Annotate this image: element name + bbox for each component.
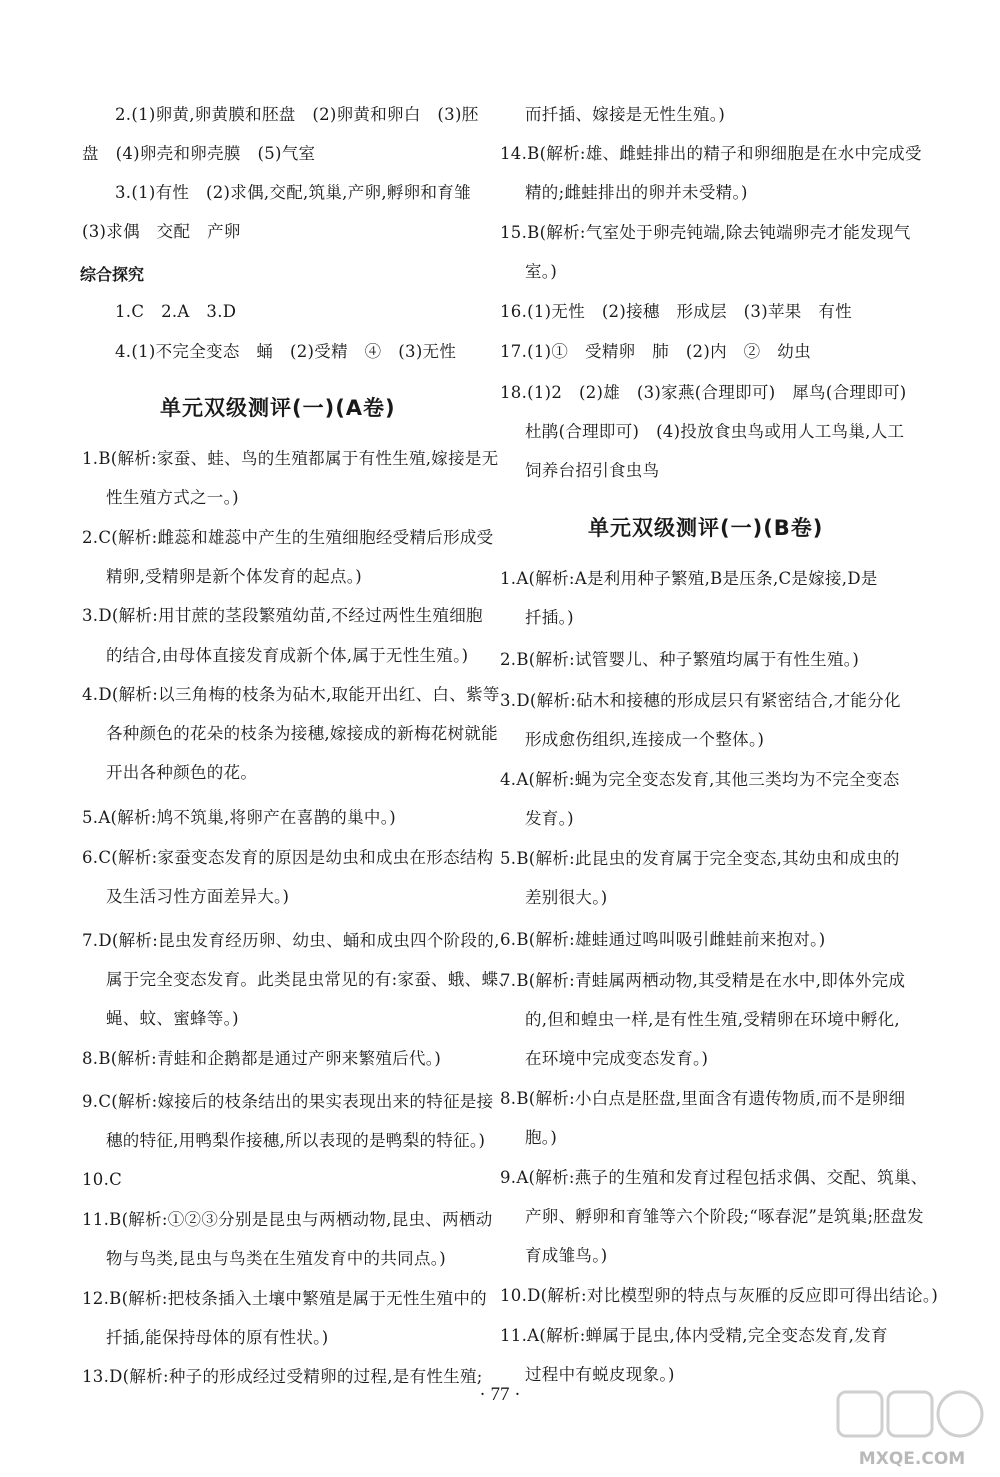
answer-line: 2.(1)卵黄,卵黄膜和胚盘 (2)卵黄和卵白 (3)胚 [115,105,479,124]
answer-line: 10.C [82,1170,123,1189]
answer-line: 精的;雌蛙排出的卵并未受精。) [525,183,748,202]
answer-line: 蝇、蚊、蜜蜂等。) [106,1009,239,1028]
answer-line: 各种颜色的花朵的枝条为接穗,嫁接成的新梅花树就能 [106,724,498,743]
unit-title-b: 单元双级测评(一)(B卷) [588,516,824,540]
answer-line: 的结合,由母体直接发育成新个体,属于无性生殖。) [106,646,469,665]
answer-line: 在环境中完成变态发育。) [525,1049,709,1068]
answer-line: 发育。) [525,809,574,828]
answer-line: 胞。) [525,1128,558,1147]
answer-line: 9.C(解析:嫁接后的枝条结出的果实表现出来的特征是接 [82,1092,494,1111]
answer-line: 的,但和蝗虫一样,是有性生殖,受精卵在环境中孵化, [525,1010,900,1029]
answer-line: 育成雏鸟。) [525,1246,608,1265]
answer-line: 16.(1)无性 (2)接穗 形成层 (3)苹果 有性 [500,302,852,321]
answer-line: 8.B(解析:小白点是胚盘,里面含有遗传物质,而不是卵细 [500,1089,906,1108]
page-number: · 77 · [479,1384,521,1405]
watermark-logo [832,1386,992,1470]
answer-line: 2.C(解析:雌蕊和雄蕊中产生的生殖细胞经受精后形成受 [82,528,494,547]
answer-line: 7.B(解析:青蛙属两栖动物,其受精是在水中,即体外完成 [500,971,906,990]
answer-line: 杜鹃(合理即可) (4)投放食虫鸟或用人工鸟巢,人工 [525,422,905,441]
answer-line: 7.D(解析:昆虫发育经历卵、幼虫、蛹和成虫四个阶段的, [82,931,500,950]
answer-line: 3.D(解析:砧木和接穗的形成层只有紧密结合,才能分化 [500,691,901,710]
answer-line: 11.A(解析:蝉属于昆虫,体内受精,完全变态发育,发育 [500,1326,888,1345]
answer-line: 13.D(解析:种子的形成经过受精卵的过程,是有性生殖; [82,1367,483,1386]
answer-line: 12.B(解析:把枝条插入土壤中繁殖是属于无性生殖中的 [82,1289,487,1308]
answer-line: 6.B(解析:雄蛙通过鸣叫吸引雌蛙前来抱对。) [500,930,826,949]
answer-line: 3.(1)有性 (2)求偶,交配,筑巢,产卵,孵卵和育雏 [115,183,471,202]
answer-line: (3)求偶 交配 产卵 [82,222,241,241]
answer-line: 2.B(解析:试管婴儿、种子繁殖均属于有性生殖。) [500,650,860,669]
answer-line: 1.C 2.A 3.D [115,302,237,321]
answer-line: 盘 (4)卵壳和卵壳膜 (5)气室 [82,144,316,163]
answer-line: 穗的特征,用鸭梨作接穗,所以表现的是鸭梨的特征。) [106,1131,486,1150]
answer-line: 精卵,受精卵是新个体发育的起点。) [106,567,363,586]
answer-line: 形成愈伤组织,连接成一个整体。) [525,730,765,749]
answer-line: 1.A(解析:A是利用种子繁殖,B是压条,C是嫁接,D是 [500,569,878,588]
answer-line: 6.C(解析:家蚕变态发育的原因是幼虫和成虫在形态结构 [82,848,494,867]
answer-line: 属于完全变态发育。此类昆虫常见的有:家蚕、蛾、蝶、 [106,970,516,989]
answer-line: 开出各种颜色的花。 [106,763,258,782]
answer-line: 而扦插、嫁接是无性生殖。) [525,105,726,124]
answer-line: 11.B(解析:①②③分别是昆虫与两栖动物,昆虫、两栖动 [82,1210,493,1229]
answer-line: 及生活习性方面差异大。) [106,887,290,906]
section-heading: 综合探究 [80,265,145,284]
answer-line: 性生殖方式之一。) [106,488,239,507]
answer-line: 5.B(解析:此昆虫的发育属于完全变态,其幼虫和成虫的 [500,849,900,868]
answer-line: 5.A(解析:鸠不筑巢,将卵产在喜鹊的巢中。) [82,808,396,827]
answer-line: 扦插。) [525,608,574,627]
answer-line: 过程中有蜕皮现象。) [525,1365,675,1384]
unit-title-a: 单元双级测评(一)(A卷) [160,396,396,420]
answer-line: 10.D(解析:对比模型卵的特点与灰雁的反应即可得出结论。) [500,1286,939,1305]
answer-line: 3.D(解析:用甘蔗的茎段繁殖幼苗,不经过两性生殖细胞 [82,606,483,625]
answer-line: 4.(1)不完全变态 蛹 (2)受精 ④ (3)无性 [115,342,457,361]
watermark-icon [832,1386,992,1470]
answer-line: 产卵、孵卵和育雏等六个阶段;“啄春泥”是筑巢;胚盘发 [525,1207,924,1226]
watermark-url: MXQE.COM [858,1449,966,1469]
answer-line: 1.B(解析:家蚕、蛙、鸟的生殖都属于有性生殖,嫁接是无 [82,449,499,468]
answer-line: 扦插,能保持母体的原有性状。) [106,1328,329,1347]
answer-line: 4.D(解析:以三角梅的枝条为砧木,取能开出红、白、紫等 [82,685,500,704]
answer-line: 物与鸟类,昆虫与鸟类在生殖发育中的共同点。) [106,1249,447,1268]
answer-line: 室。) [525,262,558,281]
answer-line: 9.A(解析:燕子的生殖和发育过程包括求偶、交配、筑巢、 [500,1168,928,1187]
answer-line: 4.A(解析:蝇为完全变态发育,其他三类均为不完全变态 [500,770,900,789]
answer-line: 饲养台招引食虫鸟 [525,461,660,480]
answer-line: 差别很大。) [525,888,608,907]
answer-line: 14.B(解析:雄、雌蛙排出的精子和卵细胞是在水中完成受 [500,144,922,163]
answer-line: 15.B(解析:气室处于卵壳钝端,除去钝端卵壳才能发现气 [500,223,911,242]
answer-line: 8.B(解析:青蛙和企鹅都是通过产卵来繁殖后代。) [82,1049,442,1068]
answer-line: 17.(1)① 受精卵 肺 (2)内 ② 幼虫 [500,342,811,361]
answer-line: 18.(1)2 (2)雄 (3)家燕(合理即可) 犀鸟(合理即可) [500,383,907,402]
